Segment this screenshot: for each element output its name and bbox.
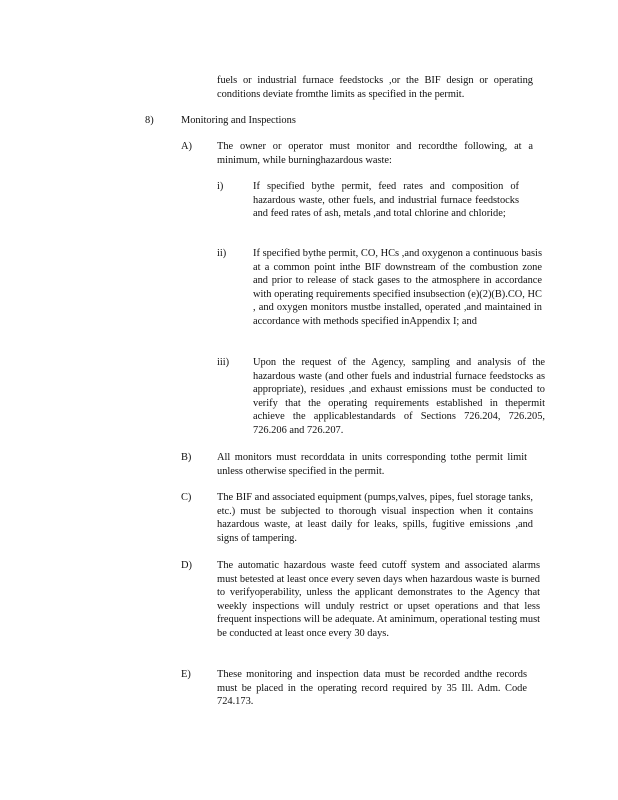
item-d-label: D) (181, 560, 192, 571)
item-c-label: C) (181, 492, 192, 503)
item-b-label: B) (181, 452, 192, 463)
item-d-text: The automatic hazardous waste feed cutoff system and associated alarms must betested at least once every seven days when hazardous waste is burned to verifyoperability, unless the applicant demonstrates to the Agency that weekly inspections will unduly restrict or upset operations and that less frequent inspections will be adequate. At aminimum, operational testing must be conducted at least once every 30 days. (217, 560, 540, 639)
section-number: 8) (145, 115, 154, 126)
item-e-text: These monitoring and inspection data must be recorded andthe records must be placed in the operating record required by 35 Ill. Adm. Code 724.173. (217, 669, 527, 708)
subitem-iii-text: Upon the request of the Agency, sampling and analysis of the hazardous waste (and other fuels and industrial furnace feedstocks as appropriate), residues ,and exhaust emissions must be conducted to verify that the operating requirements established in thepermit achieve the applicablestandards of Sections 726.204, 726.205, 726.206 and 726.207. (253, 357, 545, 436)
subitem-i-text: If specified bythe permit, feed rates and composition of hazardous waste, other fuels, and industrial furnace feedstocks and feed rates of ash, metals ,and total chlorine and chloride; (253, 181, 519, 220)
item-a-text: The owner or operator must monitor and recordthe following, at a minimum, while burninghazardous waste: (217, 141, 533, 166)
subitem-iii-label: iii) (217, 357, 230, 368)
intro-paragraph: fuels or industrial furnace feedstocks ,or the BIF design or operating conditions deviate fromthe limits as specified in the permit. (217, 75, 533, 100)
subitem-ii-text: If specified bythe permit, CO, HCs ,and oxygenon a continuous basis at a common point inthe BIF downstream of the combustion zone and prior to release of stack gases to the atmosphere in accordance with operating requirements specified insubsection (e)(2)(B).CO, HC , and oxygen monitors mustbe installed, operated ,and maintained in accordance with methods specified inAppendix I; and (253, 248, 542, 327)
item-c-text: The BIF and associated equipment (pumps,valves, pipes, fuel storage tanks, etc.) must be subjected to thorough visual inspection when it contains hazardous waste, at least daily for leaks, spills, fugitive emissions ,and signs of tampering. (217, 492, 533, 544)
subitem-ii-label: ii) (217, 248, 227, 259)
section-title: Monitoring and Inspections (181, 115, 296, 126)
item-b-text: All monitors must recorddata in units corresponding tothe permit limit unless otherwise specified in the permit. (217, 452, 527, 477)
item-a-label: A) (181, 141, 192, 152)
item-e-label: E) (181, 669, 191, 680)
subitem-i-label: i) (217, 181, 224, 192)
